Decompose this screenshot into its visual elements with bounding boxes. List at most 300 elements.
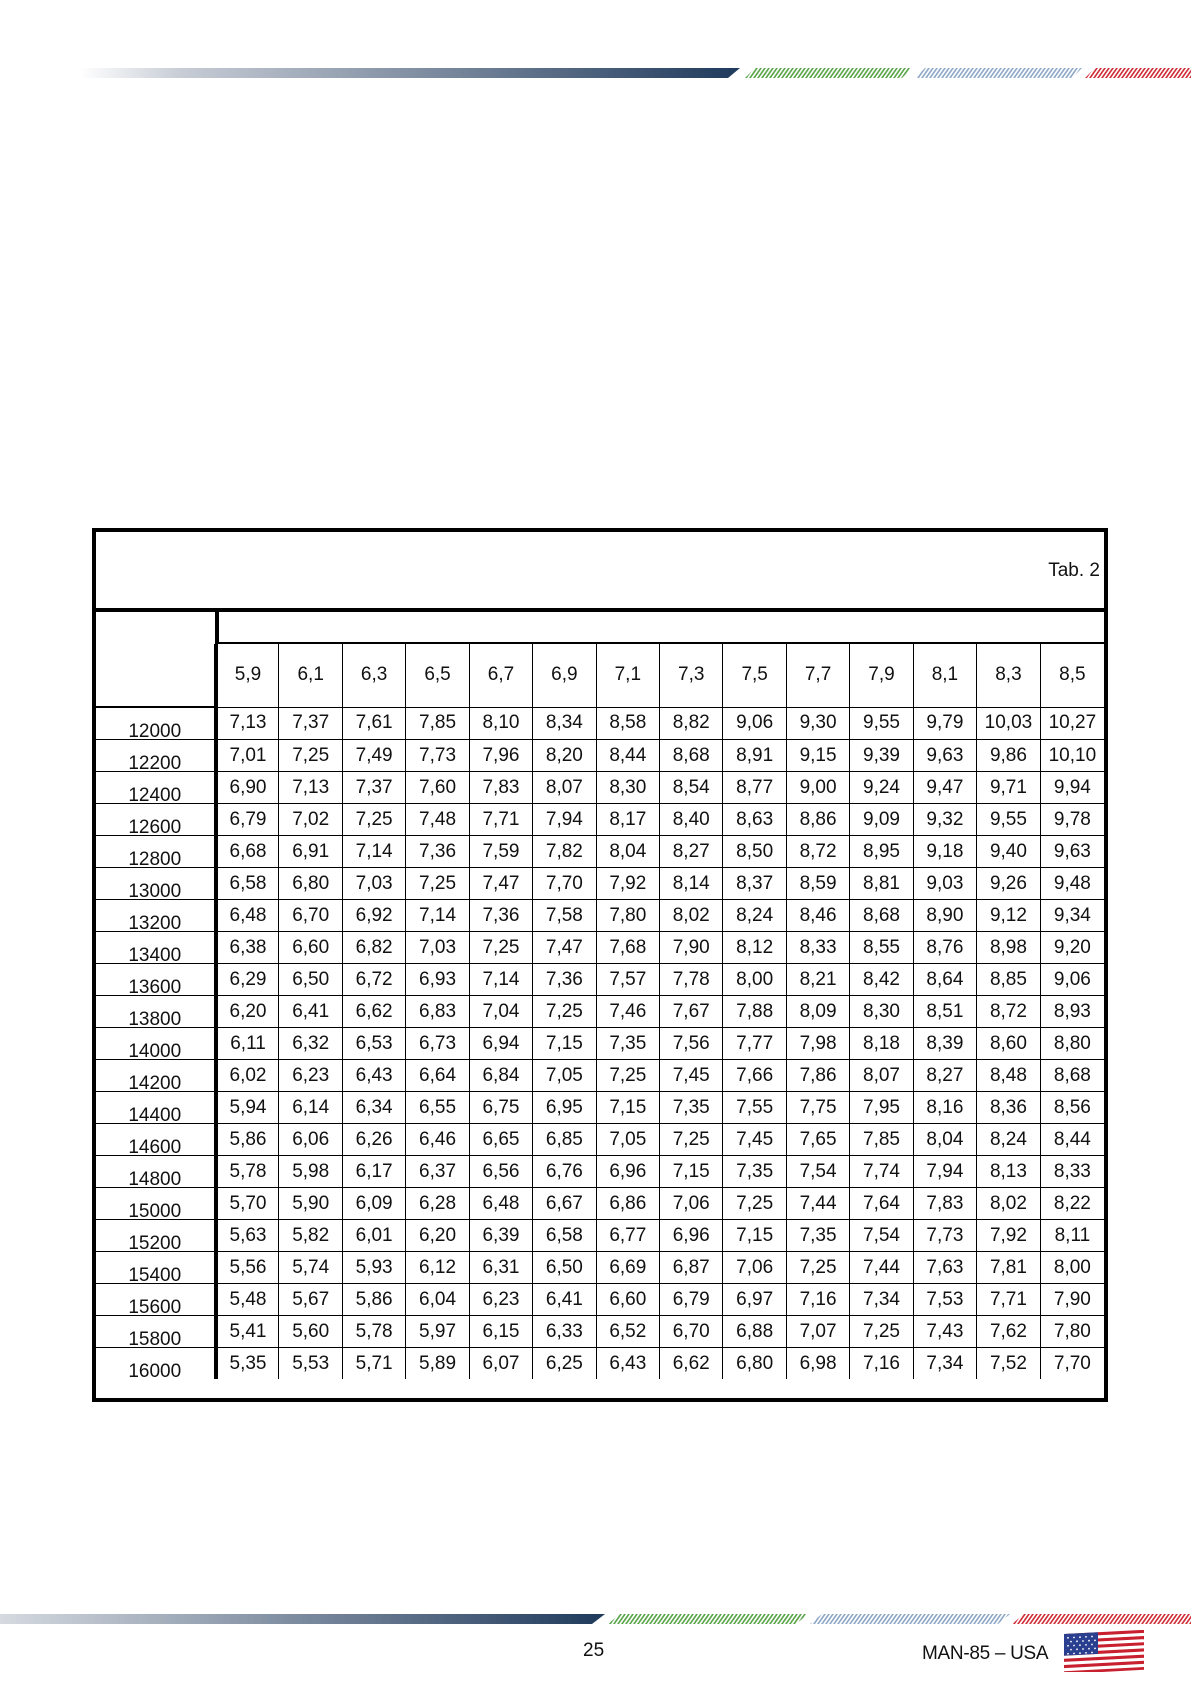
table-cell: 6,53 — [342, 1028, 405, 1060]
table-cell: 5,48 — [216, 1284, 279, 1316]
table-cell: 6,83 — [406, 996, 469, 1028]
table-cell: 8,85 — [977, 964, 1041, 996]
table-cell: 6,87 — [660, 1252, 723, 1284]
table-cell: 6,23 — [469, 1284, 532, 1316]
row-header-label: 15000 — [128, 1201, 182, 1222]
table-cell: 6,80 — [279, 868, 342, 900]
table-cell: 7,04 — [469, 996, 532, 1028]
table-cell: 5,63 — [216, 1220, 279, 1252]
table-row — [96, 900, 1104, 932]
table-cell: 6,79 — [660, 1284, 723, 1316]
table-cell: 7,02 — [279, 804, 342, 836]
table-cell: 7,16 — [850, 1348, 913, 1380]
table-cell: 6,80 — [723, 1348, 786, 1380]
table-cell: 8,33 — [786, 932, 849, 964]
table-cell: 7,45 — [660, 1060, 723, 1092]
table-cell: 7,45 — [723, 1124, 786, 1156]
table-cell: 7,90 — [660, 932, 723, 964]
table-cell: 7,53 — [913, 1284, 976, 1316]
table-row — [96, 1220, 1104, 1252]
table-cell: 9,55 — [850, 707, 913, 740]
table-cell: 6,37 — [406, 1156, 469, 1188]
table-cell: 6,85 — [533, 1124, 596, 1156]
table-cell: 6,70 — [279, 900, 342, 932]
table-row — [96, 1316, 1104, 1348]
row-header-label: 12000 — [128, 721, 182, 742]
table-cell: 7,35 — [660, 1092, 723, 1124]
row-header — [96, 1060, 216, 1092]
row-header-label: 13000 — [128, 881, 182, 902]
table-cell: 8,02 — [660, 900, 723, 932]
table-cell: 9,12 — [977, 900, 1041, 932]
table-cell: 7,25 — [406, 868, 469, 900]
table-cell: 8,36 — [977, 1092, 1041, 1124]
table-cell: 8,58 — [596, 707, 659, 740]
table-cell: 5,90 — [279, 1188, 342, 1220]
table-cell: 8,77 — [723, 772, 786, 804]
table-row — [96, 836, 1104, 868]
table-caption: Tab. 2 — [1048, 560, 1100, 581]
table-cell: 9,94 — [1040, 772, 1104, 804]
table-cell: 6,06 — [279, 1124, 342, 1156]
table-row — [96, 868, 1104, 900]
table-cell: 7,43 — [913, 1316, 976, 1348]
table-cell: 7,68 — [596, 932, 659, 964]
table-cell: 8,44 — [596, 740, 659, 772]
usa-flag-icon — [1064, 1630, 1144, 1672]
table-cell: 7,58 — [533, 900, 596, 932]
table-cell: 7,65 — [786, 1124, 849, 1156]
table-cell: 7,25 — [660, 1124, 723, 1156]
table-cell: 6,34 — [342, 1092, 405, 1124]
table-cell: 8,50 — [723, 836, 786, 868]
row-header — [96, 1028, 216, 1060]
table-cell: 8,40 — [660, 804, 723, 836]
table-cell: 9,30 — [786, 707, 849, 740]
table-cell: 8,68 — [1040, 1060, 1104, 1092]
row-header-label: 12800 — [128, 849, 182, 870]
row-header — [96, 996, 216, 1028]
table-cell: 8,27 — [913, 1060, 976, 1092]
column-header-row — [96, 644, 1104, 707]
table-cell: 7,67 — [660, 996, 723, 1028]
table-cell: 7,85 — [850, 1124, 913, 1156]
table-row — [96, 1124, 1104, 1156]
table-cell: 8,91 — [723, 740, 786, 772]
table-cell: 6,56 — [469, 1156, 532, 1188]
table-cell: 6,32 — [279, 1028, 342, 1060]
table-cell: 7,66 — [723, 1060, 786, 1092]
table-cell: 9,48 — [1040, 868, 1104, 900]
table-cell: 7,55 — [723, 1092, 786, 1124]
table-cell: 7,86 — [786, 1060, 849, 1092]
row-header — [96, 804, 216, 836]
column-header: 7,1 — [596, 644, 659, 707]
table-cell: 8,59 — [786, 868, 849, 900]
table-cell: 9,18 — [913, 836, 976, 868]
table-cell: 5,78 — [216, 1156, 279, 1188]
table-cell: 5,71 — [342, 1348, 405, 1380]
table-cell: 8,14 — [660, 868, 723, 900]
table-cell: 8,95 — [850, 836, 913, 868]
table-cell: 9,06 — [1040, 964, 1104, 996]
table-cell: 7,05 — [596, 1124, 659, 1156]
table-cell: 7,44 — [786, 1188, 849, 1220]
table-cell: 9,78 — [1040, 804, 1104, 836]
table-cell: 6,38 — [216, 932, 279, 964]
table-cell: 7,36 — [469, 900, 532, 932]
table-cell: 5,86 — [342, 1284, 405, 1316]
table-cell: 7,15 — [723, 1220, 786, 1252]
table-cell: 5,82 — [279, 1220, 342, 1252]
table-cell: 7,95 — [850, 1092, 913, 1124]
table-cell: 6,46 — [406, 1124, 469, 1156]
table-cell: 5,56 — [216, 1252, 279, 1284]
table-cell: 6,86 — [596, 1188, 659, 1220]
table-row — [96, 964, 1104, 996]
table-cell: 8,81 — [850, 868, 913, 900]
table-cell: 10,03 — [977, 707, 1041, 740]
table-cell: 8,60 — [977, 1028, 1041, 1060]
table-cell: 6,91 — [279, 836, 342, 868]
table-cell: 6,60 — [596, 1284, 659, 1316]
table-row — [96, 1028, 1104, 1060]
table-cell: 6,58 — [216, 868, 279, 900]
table-cell: 7,80 — [1040, 1316, 1104, 1348]
row-header-label: 15600 — [128, 1297, 182, 1318]
table-row — [96, 707, 1104, 740]
table-cell: 7,70 — [533, 868, 596, 900]
row-header — [96, 1188, 216, 1220]
table-cell: 7,37 — [279, 707, 342, 740]
table-cell: 9,79 — [913, 707, 976, 740]
row-header — [96, 1092, 216, 1124]
column-header: 6,1 — [279, 644, 342, 707]
table-cell: 6,72 — [342, 964, 405, 996]
table-cell: 8,24 — [723, 900, 786, 932]
document-code: MAN-85 – USA — [922, 1643, 1049, 1664]
table-cell: 6,97 — [723, 1284, 786, 1316]
row-header — [96, 1316, 216, 1348]
table-cell: 6,07 — [469, 1348, 532, 1380]
table-cell: 9,24 — [850, 772, 913, 804]
table-cell: 7,01 — [216, 740, 279, 772]
table-cell: 9,20 — [1040, 932, 1104, 964]
column-header: 6,7 — [469, 644, 532, 707]
table-cell: 8,09 — [786, 996, 849, 1028]
row-header-label: 15200 — [128, 1233, 182, 1254]
table-cell: 6,95 — [533, 1092, 596, 1124]
table-cell: 9,39 — [850, 740, 913, 772]
row-header-label: 14800 — [128, 1169, 182, 1190]
table-cell: 9,86 — [977, 740, 1041, 772]
table-cell: 8,11 — [1040, 1220, 1104, 1252]
table-cell: 6,68 — [216, 836, 279, 868]
column-header: 7,9 — [850, 644, 913, 707]
table-cell: 6,04 — [406, 1284, 469, 1316]
table-cell: 7,96 — [469, 740, 532, 772]
table-cell: 7,14 — [406, 900, 469, 932]
table-cell: 7,90 — [1040, 1284, 1104, 1316]
table-cell: 7,64 — [850, 1188, 913, 1220]
row-header-label: 14200 — [128, 1073, 182, 1094]
table-cell: 6,67 — [533, 1188, 596, 1220]
table-cell: 8,12 — [723, 932, 786, 964]
table-row — [96, 1092, 1104, 1124]
table-cell: 7,34 — [850, 1284, 913, 1316]
table-cell: 9,63 — [913, 740, 976, 772]
row-header — [96, 868, 216, 900]
table-row — [96, 1284, 1104, 1316]
table-cell: 6,90 — [216, 772, 279, 804]
table-cell: 8,10 — [469, 707, 532, 740]
table-cell: 5,74 — [279, 1252, 342, 1284]
column-header: 8,5 — [1040, 644, 1104, 707]
table-cell: 7,25 — [342, 804, 405, 836]
table-cell: 7,47 — [533, 932, 596, 964]
table-cell: 7,92 — [977, 1220, 1041, 1252]
table-cell: 9,47 — [913, 772, 976, 804]
table-cell: 8,30 — [850, 996, 913, 1028]
table-cell: 7,25 — [723, 1188, 786, 1220]
column-header: 7,5 — [723, 644, 786, 707]
table-cell: 7,94 — [533, 804, 596, 836]
table-cell: 9,32 — [913, 804, 976, 836]
table-cell: 8,04 — [596, 836, 659, 868]
table-row — [96, 1060, 1104, 1092]
table-cell: 6,73 — [406, 1028, 469, 1060]
table-cell: 8,21 — [786, 964, 849, 996]
table-cell: 6,20 — [216, 996, 279, 1028]
table-cell: 7,94 — [913, 1156, 976, 1188]
row-header-label: 14000 — [128, 1041, 182, 1062]
table-cell: 8,42 — [850, 964, 913, 996]
table-cell: 6,92 — [342, 900, 405, 932]
table-cell: 6,84 — [469, 1060, 532, 1092]
table-cell: 6,79 — [216, 804, 279, 836]
table-cell: 5,53 — [279, 1348, 342, 1380]
data-table — [96, 644, 1104, 1382]
column-header: 6,9 — [533, 644, 596, 707]
table-row — [96, 1252, 1104, 1284]
table-cell: 8,72 — [786, 836, 849, 868]
table-cell: 6,96 — [660, 1220, 723, 1252]
table-cell: 7,25 — [786, 1252, 849, 1284]
table-cell: 8,16 — [913, 1092, 976, 1124]
table-cell: 8,13 — [977, 1156, 1041, 1188]
table-cell: 5,41 — [216, 1316, 279, 1348]
table-cell: 6,64 — [406, 1060, 469, 1092]
table-cell: 7,92 — [596, 868, 659, 900]
table-cell: 8,44 — [1040, 1124, 1104, 1156]
table-cell: 7,44 — [850, 1252, 913, 1284]
table-cell: 8,00 — [1040, 1252, 1104, 1284]
row-header — [96, 740, 216, 772]
table-cell: 8,98 — [977, 932, 1041, 964]
table-row — [96, 772, 1104, 804]
row-header — [96, 772, 216, 804]
table-cell: 7,83 — [913, 1188, 976, 1220]
table-row — [96, 804, 1104, 836]
table-cell: 6,29 — [216, 964, 279, 996]
table-cell: 6,70 — [660, 1316, 723, 1348]
table-cell: 8,04 — [913, 1124, 976, 1156]
table-cell: 9,63 — [1040, 836, 1104, 868]
table-cell: 7,25 — [469, 932, 532, 964]
table-cell: 7,46 — [596, 996, 659, 1028]
table-cell: 6,62 — [342, 996, 405, 1028]
table-cell: 8,48 — [977, 1060, 1041, 1092]
table-cell: 7,15 — [596, 1092, 659, 1124]
table-cell: 7,77 — [723, 1028, 786, 1060]
table-cell: 10,10 — [1040, 740, 1104, 772]
table-cell: 6,28 — [406, 1188, 469, 1220]
table-cell: 8,07 — [850, 1060, 913, 1092]
table-cell: 7,13 — [216, 707, 279, 740]
table-cell: 6,52 — [596, 1316, 659, 1348]
row-header — [96, 1284, 216, 1316]
table-cell: 5,94 — [216, 1092, 279, 1124]
table-cell: 6,20 — [406, 1220, 469, 1252]
table-cell: 7,35 — [723, 1156, 786, 1188]
table-cell: 8,63 — [723, 804, 786, 836]
table-cell: 9,09 — [850, 804, 913, 836]
column-header: 8,1 — [913, 644, 976, 707]
table-cell: 8,00 — [723, 964, 786, 996]
row-header — [96, 900, 216, 932]
table-cell: 6,33 — [533, 1316, 596, 1348]
table-cell: 10,27 — [1040, 707, 1104, 740]
table-cell: 8,37 — [723, 868, 786, 900]
table-cell: 6,50 — [279, 964, 342, 996]
table-cell: 7,48 — [406, 804, 469, 836]
table-cell: 7,03 — [406, 932, 469, 964]
table-cell: 8,72 — [977, 996, 1041, 1028]
table-cell: 6,94 — [469, 1028, 532, 1060]
table-cell: 8,27 — [660, 836, 723, 868]
row-header — [96, 964, 216, 996]
table-cell: 7,06 — [660, 1188, 723, 1220]
table-cell: 6,48 — [469, 1188, 532, 1220]
table-cell: 6,69 — [596, 1252, 659, 1284]
row-header — [96, 1252, 216, 1284]
table-cell: 7,54 — [850, 1220, 913, 1252]
table-cell: 5,67 — [279, 1284, 342, 1316]
row-header-label: 15400 — [128, 1265, 182, 1286]
table-cell: 8,39 — [913, 1028, 976, 1060]
table-cell: 9,40 — [977, 836, 1041, 868]
table-cell: 8,68 — [850, 900, 913, 932]
table-cell: 7,63 — [913, 1252, 976, 1284]
table-cell: 7,14 — [342, 836, 405, 868]
table-caption-row — [96, 532, 1104, 612]
table-cell: 5,98 — [279, 1156, 342, 1188]
row-header-label: 13800 — [128, 1009, 182, 1030]
table-cell: 5,93 — [342, 1252, 405, 1284]
table-cell: 6,41 — [533, 1284, 596, 1316]
table-cell: 5,78 — [342, 1316, 405, 1348]
table-cell: 6,15 — [469, 1316, 532, 1348]
table-cell: 8,82 — [660, 707, 723, 740]
column-header: 5,9 — [216, 644, 279, 707]
table-row — [96, 1348, 1104, 1380]
table-cell: 7,25 — [850, 1316, 913, 1348]
table-cell: 7,35 — [786, 1220, 849, 1252]
table-cell: 9,26 — [977, 868, 1041, 900]
row-header — [96, 1348, 216, 1380]
table-cell: 8,02 — [977, 1188, 1041, 1220]
table-cell: 6,77 — [596, 1220, 659, 1252]
table-cell: 8,18 — [850, 1028, 913, 1060]
table-cell: 8,30 — [596, 772, 659, 804]
row-header-label: 12200 — [128, 753, 182, 774]
column-header: 7,7 — [786, 644, 849, 707]
table-cell: 8,34 — [533, 707, 596, 740]
table-cell: 6,25 — [533, 1348, 596, 1380]
table-cell: 6,88 — [723, 1316, 786, 1348]
table-cell: 9,34 — [1040, 900, 1104, 932]
table-cell: 5,35 — [216, 1348, 279, 1380]
table-cell: 6,93 — [406, 964, 469, 996]
table-cell: 6,96 — [596, 1156, 659, 1188]
table-cell: 7,25 — [279, 740, 342, 772]
column-header: 7,3 — [660, 644, 723, 707]
row-header — [96, 1220, 216, 1252]
row-header — [96, 836, 216, 868]
footer-decor-band — [0, 1614, 1191, 1626]
table-cell: 7,73 — [913, 1220, 976, 1252]
table-cell: 6,43 — [342, 1060, 405, 1092]
table-cell: 7,06 — [723, 1252, 786, 1284]
table-cell: 8,68 — [660, 740, 723, 772]
table-cell: 7,25 — [533, 996, 596, 1028]
row-header — [96, 1124, 216, 1156]
table-cell: 7,73 — [406, 740, 469, 772]
table-cell: 7,16 — [786, 1284, 849, 1316]
table-cell: 9,00 — [786, 772, 849, 804]
table-cell: 7,57 — [596, 964, 659, 996]
table-cell: 6,17 — [342, 1156, 405, 1188]
table-cell: 7,13 — [279, 772, 342, 804]
table-cell: 9,71 — [977, 772, 1041, 804]
row-header-label: 12400 — [128, 785, 182, 806]
row-header-label: 16000 — [128, 1361, 182, 1382]
table-cell: 9,55 — [977, 804, 1041, 836]
table-cell: 7,35 — [596, 1028, 659, 1060]
table-cell: 8,20 — [533, 740, 596, 772]
data-table-frame — [92, 528, 1108, 1402]
table-cell: 7,37 — [342, 772, 405, 804]
table-row — [96, 1156, 1104, 1188]
column-header: 6,5 — [406, 644, 469, 707]
table-cell: 6,02 — [216, 1060, 279, 1092]
table-cell: 7,25 — [596, 1060, 659, 1092]
table-cell: 6,39 — [469, 1220, 532, 1252]
table-cell: 7,36 — [406, 836, 469, 868]
table-cell: 7,47 — [469, 868, 532, 900]
table-cell: 8,22 — [1040, 1188, 1104, 1220]
table-cell: 8,76 — [913, 932, 976, 964]
table-cell: 5,89 — [406, 1348, 469, 1380]
table-cell: 7,05 — [533, 1060, 596, 1092]
table-cell: 6,12 — [406, 1252, 469, 1284]
table-cell: 7,98 — [786, 1028, 849, 1060]
table-cell: 8,64 — [913, 964, 976, 996]
table-cell: 7,54 — [786, 1156, 849, 1188]
table-cell: 7,78 — [660, 964, 723, 996]
table-cell: 7,59 — [469, 836, 532, 868]
table-cell: 7,52 — [977, 1348, 1041, 1380]
